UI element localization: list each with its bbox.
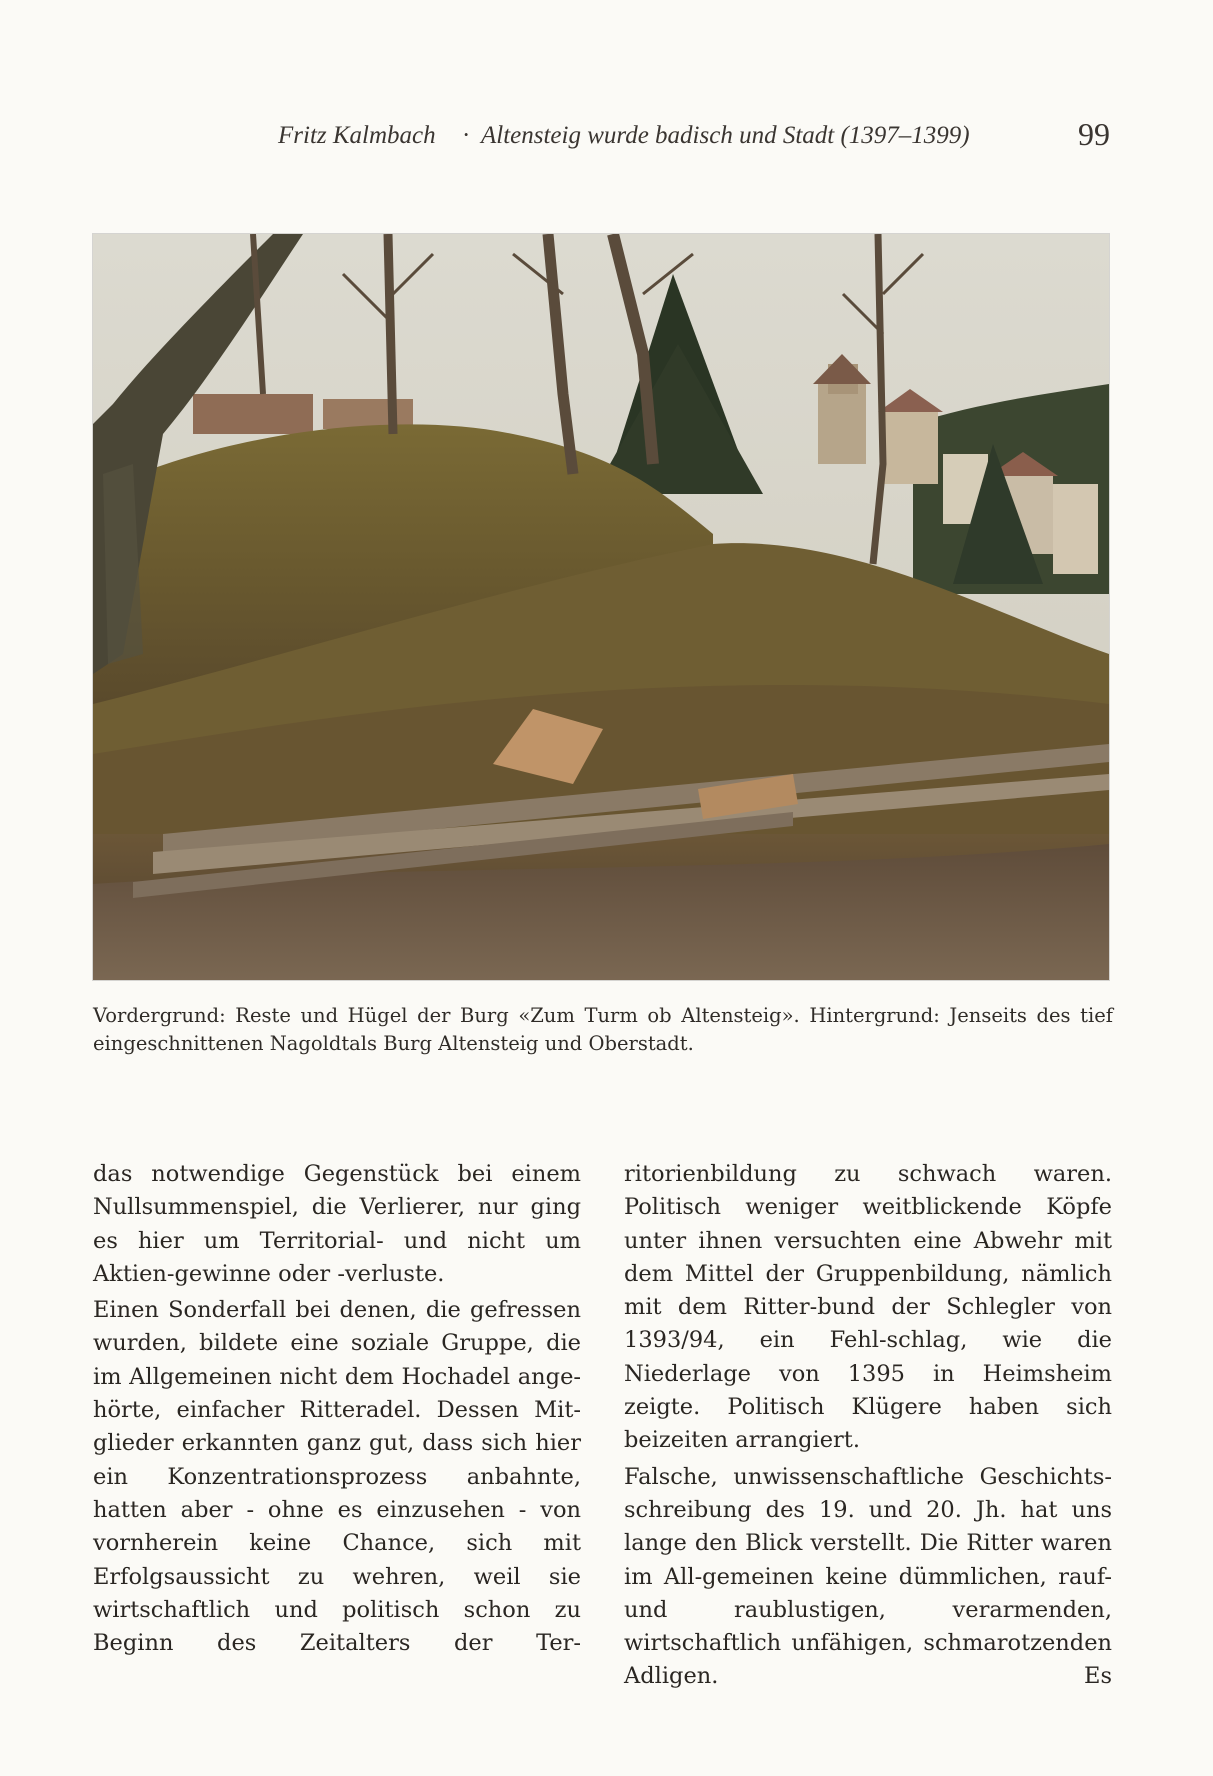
figure-caption: Vordergrund: Reste und Hügel der Burg «Zum Turm ob Altensteig». Hintergrund: Jenseits des tief eingeschnittenen Nagoldtals Burg Altensteig und Oberstadt. (93, 1004, 1113, 1055)
running-head-title: Altensteig wurde badisch und Stadt (1397–1399) (481, 122, 970, 149)
paragraph: Einen Sonderfall bei denen, die gefressen wurden, bildete eine soziale Gruppe, die im Allgemeinen nicht dem Hochadel ange-hörte, einfacher Ritteradel. Dessen Mit-glieder erkannten ganz gut, dass sich hier ein Konzentrationsprozess anbahnte, hatten aber - ohne es einzusehen - von vornherein keine Chance, sich mit Erfolgsaussicht zu wehren, weil sie wirtschaftlich und politisch schon zu Beginn des Zeitalters der Ter- (93, 1297, 581, 1657)
paragraph: Falsche, unwissenschaftliche Geschichts-schreibung des 19. und 20. Jh. hat uns lange den Blick verstellt. Die Ritter waren im All-gemeinen keine dümmlichen, rauf- und raublustigen, verarmenden, wirtschaftlich unfähigen, schmarotzenden Adligen. Es (624, 1463, 1112, 1690)
paragraph: das notwendige Gegenstück bei einem Nullsummenspiel, die Verlierer, nur ging es hier um Territorial- und nicht um Aktien-gewinne oder -verluste. (93, 1161, 581, 1287)
running-head-author: Fritz Kalmbach (278, 122, 436, 149)
body-column-right (624, 1158, 1112, 1697)
body-column-left (93, 1158, 581, 1663)
running-head (240, 118, 1110, 158)
paragraph: ritorienbildung zu schwach waren. Politisch weniger weitblickende Köpfe unter ihnen versuchten eine Abwehr mit dem Mittel der Gruppenbildung, nämlich mit dem Ritter-bund der Schlegler von 1393/94, ein Fehl-schlag, wie die Niederlage von 1395 in Heimsheim zeigte. Politisch Klügere haben sich beizeiten arrangiert. (624, 1161, 1112, 1454)
running-head-separator: · (462, 122, 471, 149)
page-number: 99 (1078, 116, 1110, 152)
castle-hill-photo (93, 234, 1109, 980)
